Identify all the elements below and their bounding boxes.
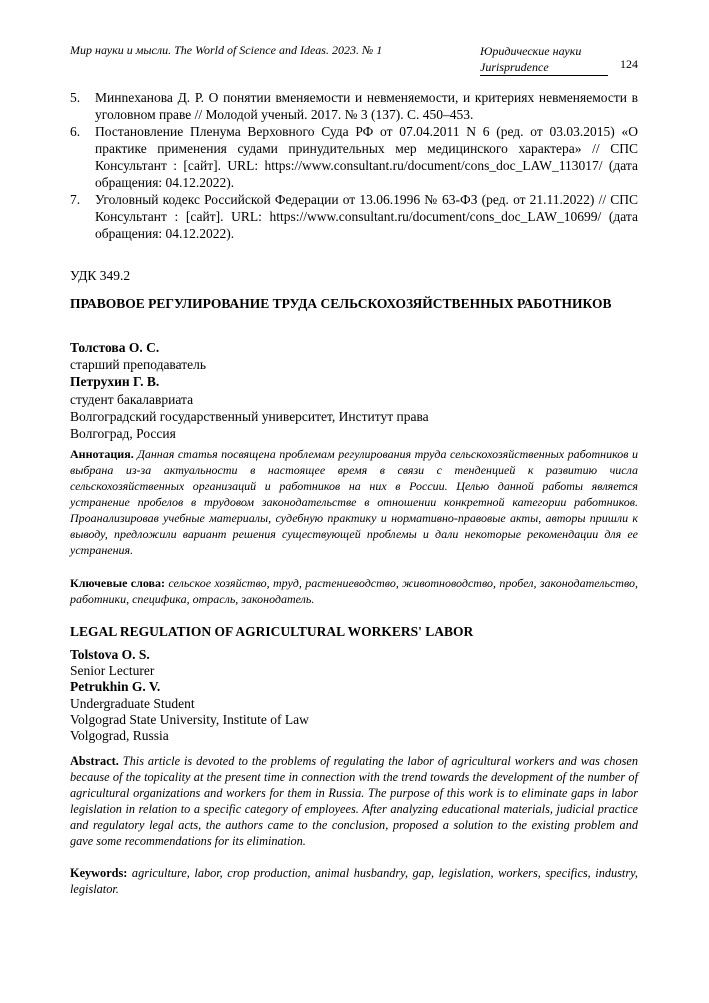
abstract-label: Аннотация. (70, 447, 134, 461)
section-name-en: Jurisprudence (480, 59, 608, 76)
reference-text: Минneханова Д. Р. О понятии вменяемости и невменяемости, и критериях невменяемости в уголовном праве // Молодой ученый. 2017. № 3 (137). С. 450–453. (95, 90, 638, 122)
author-role: Undergraduate Student (70, 695, 195, 711)
authors-block-ru (70, 339, 638, 442)
author-name: Tolstova O. S. (70, 647, 150, 662)
reference-item (70, 191, 638, 242)
keywords-text: agriculture, labor, crop production, animal husbandry, gap, legislation, workers, specifics, industry, legislator. (70, 866, 638, 896)
author-city: Volgograd, Russia (70, 728, 169, 744)
author-role: студент бакалавриата (70, 391, 194, 407)
keywords-en (70, 865, 638, 897)
author-name: Petrukhin G. V. (70, 679, 161, 695)
abstract-en (70, 753, 638, 849)
authors-block-en (70, 647, 638, 744)
keywords-ru (70, 575, 638, 607)
author-name: Толстова О. С. (70, 340, 160, 355)
reference-item (70, 89, 638, 123)
reference-item (70, 123, 638, 191)
reference-text: Постановление Пленума Верховного Суда РФ от 07.04.2011 N 6 (ред. от 03.03.2015) «О практике применения судами принудительных мер медицинского характера» // СПС Консультант : [сайт]. URL: https://www.consultant.ru/document/cons_doc_LAW_113017/ (дата обращения: 04.12.2022). (95, 124, 638, 190)
keywords-label: Ключевые слова: (70, 576, 166, 590)
article-title-ru: ПРАВОВОЕ РЕГУЛИРОВАНИЕ ТРУДА СЕЛЬСКОХОЗЯЙСТВЕННЫХ РАБОТНИКОВ (70, 296, 612, 311)
abstract-ru (70, 446, 638, 558)
reference-list (70, 89, 638, 242)
section-title (480, 43, 608, 76)
section-name-ru: Юридические науки (480, 44, 582, 58)
author-name: Петрухин Г. В. (70, 374, 160, 390)
author-role: Senior Lecturer (70, 663, 155, 679)
abstract-text: This article is devoted to the problems of regulating the labor of agricultural workers and was chosen because of the topicality at the present time in connection with the trend towards the development of the number of agricultural organizations and workers for them in Russia. The purpose of this work is to eliminate gaps in labor legislation in relation to a specific category of employees. After analyzing educational materials, judicial practice and regulatory legal acts, the authors came to the conclusion, proposed a solution to the existing problem and gave some recommendations for its elimination. (70, 754, 638, 848)
author-affiliation: Volgograd State University, Institute of Law (70, 711, 309, 727)
reference-number: 7. (70, 192, 81, 207)
udk-code: УДК 349.2 (70, 268, 131, 283)
author-city: Волгоград, Россия (70, 426, 176, 442)
author-role: старший преподаватель (70, 357, 207, 373)
reference-text: Уголовный кодекс Российской Федерации от 13.06.1996 № 63-ФЗ (ред. от 21.11.2022) // СПС Консультант : [сайт]. URL: https://www.consultant.ru/document/cons_doc_LAW_10699/ (дата обращения: 04.12.2022). (95, 192, 638, 241)
author-affiliation: Волгоградский государственный университет, Институт права (70, 408, 429, 424)
abstract-text: Данная статья посвящена проблемам регулирования труда сельскохозяйственных работников и выбрана из-за актуальности в настоящее время в связи с тенденцией к развитию числа сельскохозяйственных организаций и работников на них в России. Целью данной работы является устранение пробелов в трудовом законодательстве в отношении конкретной категории работников. Проанализировав учебные материалы, судебную практику и нормативно-правовые акты, авторы пришли к выводу, предложили вариант решения существующей проблемы и дали некоторые рекомендации для ее устранения. (70, 447, 638, 557)
reference-number: 5. (70, 90, 81, 105)
running-header (70, 43, 638, 75)
abstract-label: Abstract. (70, 754, 119, 768)
keywords-text: сельское хозяйство, труд, растениеводство, животноводство, пробел, законодательство, работники, специфика, отрасль, законодатель. (70, 576, 639, 606)
article-title-en: LEGAL REGULATION OF AGRICULTURAL WORKERS' LABOR (70, 624, 474, 639)
page-number: 124 (620, 57, 638, 71)
keywords-label: Keywords: (70, 866, 128, 880)
journal-title: Мир науки и мысли. The World of Science and Ideas. 2023. № 1 (70, 43, 383, 57)
reference-number: 6. (70, 124, 81, 139)
